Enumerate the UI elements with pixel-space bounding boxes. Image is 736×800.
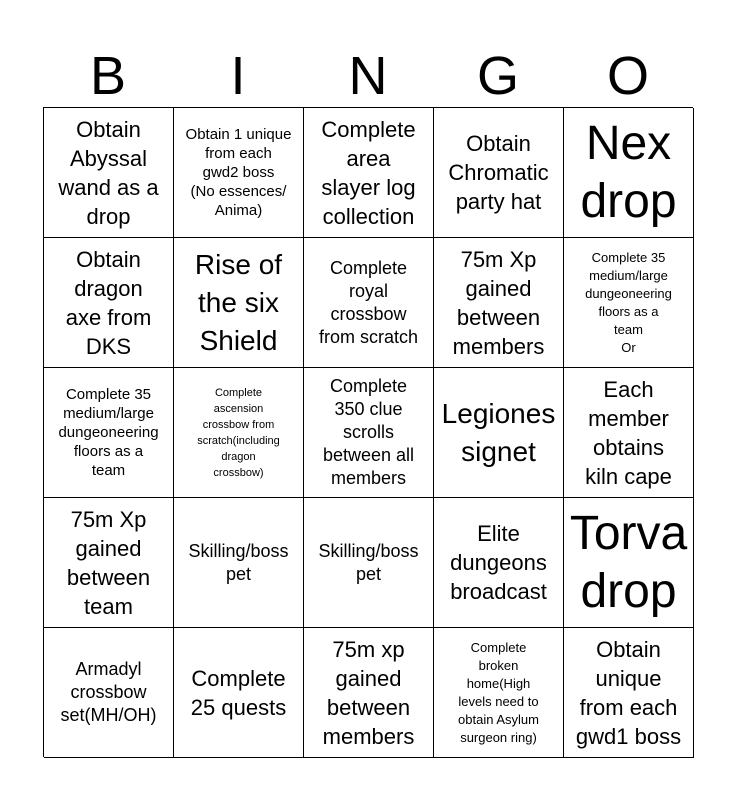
cell-text: Obtain 1 unique from each gwd2 boss (No essences/ Anima) xyxy=(185,126,292,219)
cell-text: Legiones signet xyxy=(441,397,556,467)
cell-text: Complete 25 quests xyxy=(190,665,287,720)
cell-text: Complete 35 medium/large dungeoneering floors as a team Or xyxy=(585,249,672,355)
cell-text: Elite dungeons broadcast xyxy=(450,521,547,604)
cell-text: Complete 35 medium/large dungeoneering floors as a team xyxy=(58,386,159,479)
bingo-cell[interactable] xyxy=(564,368,694,498)
bingo-cell[interactable] xyxy=(564,498,694,628)
bingo-cell[interactable] xyxy=(304,108,434,238)
cell-text: 75m xp gained between members xyxy=(322,636,415,749)
bingo-cell[interactable] xyxy=(174,628,304,758)
bingo-cell[interactable] xyxy=(174,108,304,238)
bingo-cell[interactable] xyxy=(44,108,174,238)
cell-text: Complete ascension crossbow from scratch(including dragon crossbow) xyxy=(197,386,280,479)
cell-text: Obtain unique from each gwd1 boss xyxy=(575,636,682,749)
bingo-cell[interactable] xyxy=(174,238,304,368)
cell-text: Complete 350 clue scrolls between all members xyxy=(322,376,415,488)
bingo-header xyxy=(43,44,693,108)
cell-text: Armadyl crossbow set(MH/OH) xyxy=(60,659,157,725)
cell-text: Torva drop xyxy=(569,506,688,618)
cell-text: Complete broken home(High levels need to obtain Asylum surgeon ring) xyxy=(458,639,539,745)
header-letter-o: O xyxy=(606,46,649,106)
cell-text: 75m Xp gained between members xyxy=(452,246,545,359)
cell-text: 75m Xp gained between team xyxy=(66,506,151,619)
cell-text: Complete royal crossbow from scratch xyxy=(318,257,419,347)
cell-text: Rise of the six Shield xyxy=(194,248,283,356)
header-letter-i: I xyxy=(230,46,246,106)
bingo-board xyxy=(43,107,693,757)
cell-text: Skilling/boss pet xyxy=(188,540,289,584)
bingo-cell[interactable] xyxy=(44,498,174,628)
bingo-cell[interactable] xyxy=(434,238,564,368)
bingo-cell[interactable] xyxy=(434,628,564,758)
header-letter-b: B xyxy=(89,46,127,106)
bingo-cell[interactable] xyxy=(434,108,564,238)
bingo-cell[interactable] xyxy=(44,238,174,368)
cell-text: Nex drop xyxy=(580,116,677,228)
bingo-cell[interactable] xyxy=(304,368,434,498)
bingo-cell[interactable] xyxy=(564,628,694,758)
cell-text: Obtain dragon axe from DKS xyxy=(65,246,152,359)
bingo-cell[interactable] xyxy=(304,238,434,368)
header-letter-g: G xyxy=(476,46,519,106)
bingo-cell[interactable] xyxy=(434,368,564,498)
bingo-cell[interactable] xyxy=(564,108,694,238)
bingo-cell[interactable] xyxy=(304,628,434,758)
bingo-cell[interactable] xyxy=(304,498,434,628)
bingo-cell[interactable] xyxy=(44,368,174,498)
bingo-cell[interactable] xyxy=(434,498,564,628)
cell-text: Obtain Chromatic party hat xyxy=(448,131,549,214)
cell-text: Skilling/boss pet xyxy=(318,540,419,584)
bingo-cell[interactable] xyxy=(564,238,694,368)
bingo-cell[interactable] xyxy=(174,498,304,628)
cell-text: Each member obtains kiln cape xyxy=(585,376,672,489)
cell-text: Obtain Abyssal wand as a drop xyxy=(58,116,159,229)
cell-text: Complete area slayer log collection xyxy=(321,116,416,229)
bingo-cell[interactable] xyxy=(44,628,174,758)
bingo-cell[interactable] xyxy=(174,368,304,498)
header-letter-n: N xyxy=(348,46,388,106)
